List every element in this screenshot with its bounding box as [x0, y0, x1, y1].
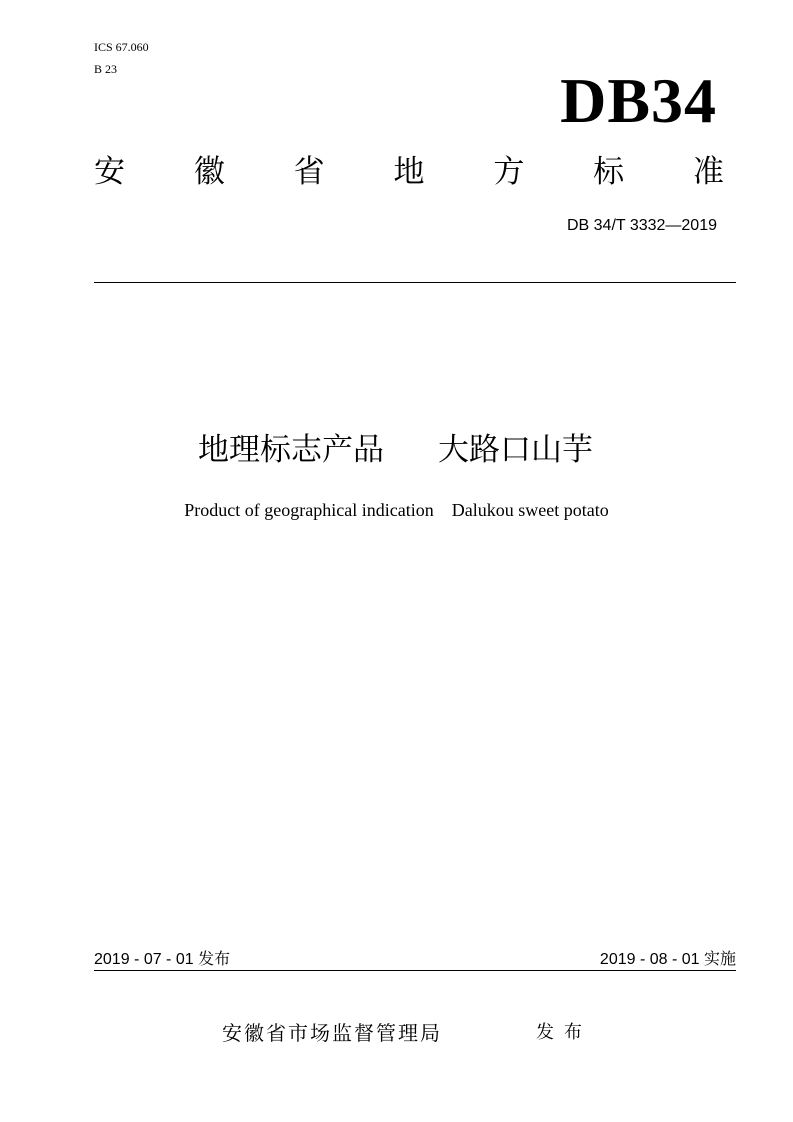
- standard-type-char: 标: [593, 154, 625, 190]
- standard-type-char: 方: [493, 154, 525, 190]
- top-divider: [94, 282, 736, 283]
- bottom-divider: [94, 970, 736, 971]
- standard-code-logo: DB34: [560, 65, 717, 136]
- standard-type-char: 省: [293, 154, 325, 190]
- standard-type-char: 徽: [193, 154, 225, 190]
- standard-number: DB 34/T 3332—2019: [566, 217, 717, 234]
- publish-date: 2019 - 07 - 01 发布: [94, 951, 231, 968]
- classification-code: B 23: [94, 62, 118, 76]
- standard-type-char: 准: [692, 154, 724, 190]
- title-en-part1: Product of geographical indication: [184, 500, 434, 520]
- title-chinese: [0, 430, 793, 470]
- standard-type-char: 地: [393, 154, 425, 190]
- title-english: [0, 498, 793, 522]
- implement-date: 2019 - 08 - 01 实施: [599, 951, 736, 968]
- issuer-action: 发布: [536, 1022, 592, 1043]
- ics-code: ICS 67.060: [94, 40, 149, 54]
- standard-type-heading: [94, 152, 724, 192]
- title-en-part2: Dalukou sweet potato: [451, 500, 609, 520]
- title-cn-part1: 地理标志产品: [198, 432, 384, 468]
- standard-type-char: 安: [94, 154, 125, 190]
- title-cn-part2: 大路口山芋: [438, 432, 593, 468]
- issuing-authority: 安徽省市场监督管理局: [222, 1021, 442, 1045]
